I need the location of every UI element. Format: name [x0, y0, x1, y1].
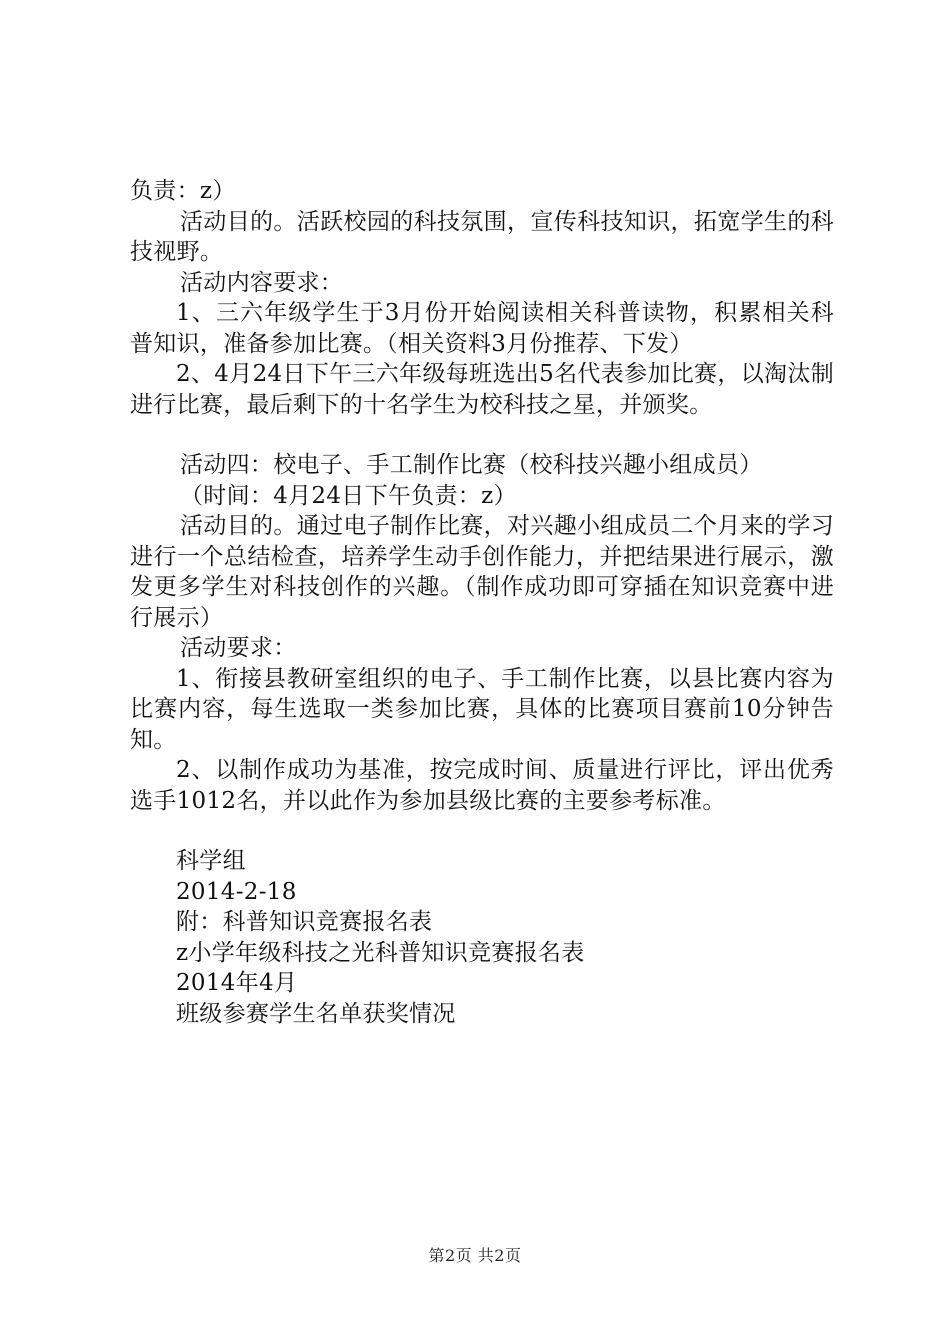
paragraph-activity-requirements: 活动要求： [180, 635, 297, 661]
page-footer: 第2页 共2页 [428, 1246, 522, 1265]
paragraph-activity-four-time: （时间：4月24日下午负责：z） [180, 482, 517, 509]
paragraph-responsible: 负责：z） [130, 178, 236, 204]
blank-line [130, 816, 834, 846]
paragraph-item-1: 1、三六年级学生于3月份开始阅读相关科普读物，积累相关科普知识，准备参加比赛。（相关资料3月份推荐、下发） [130, 300, 834, 357]
form-columns: 班级参赛学生名单获奖情况 [176, 1000, 456, 1027]
form-date: 2014年4月 [176, 970, 298, 996]
paragraph-requirement-2: 2、以制作成功为基准，按完成时间、质量进行评比，评出优秀选手1012名，并以此作为参加县级比赛的主要参考标准。 [130, 757, 834, 814]
paragraph-requirement-1: 1、衔接县教研室组织的电子、手工制作比赛，以县比赛内容为比赛内容，每生选取一类参加比赛，具体的比赛项目赛前10分钟告知。 [130, 665, 834, 753]
signature-date: 2014-2-18 [176, 878, 297, 905]
paragraph-purpose-2: 活动目的。通过电子制作比赛，对兴趣小组成员二个月来的学习进行一个总结检查，培养学生动手创作能力，并把结果进行展示，激发更多学生对科技创作的兴趣。（制作成功即可穿插在知识竞赛中进行展示） [130, 513, 834, 631]
signature-group: 科学组 [176, 848, 246, 874]
paragraph-content-requirements: 活动内容要求： [180, 269, 344, 296]
blank-line [130, 420, 834, 450]
paragraph-activity-four-title: 活动四：校电子、手工制作比赛（校科技兴趣小组成员） [180, 452, 763, 478]
paragraph-item-2: 2、4月24日下午三六年级每班选出5名代表参加比赛，以淘汰制进行比赛，最后剩下的十名学生为校科技之星，并颁奖。 [130, 361, 834, 418]
attachment-label: 附：科普知识竞赛报名表 [176, 909, 433, 935]
document-body [130, 176, 834, 1029]
form-title: z小学年级科技之光科普知识竞赛报名表 [176, 939, 585, 966]
paragraph-purpose-1: 活动目的。活跃校园的科技氛围，宣传科技知识，拓宽学生的科技视野。 [130, 208, 834, 265]
